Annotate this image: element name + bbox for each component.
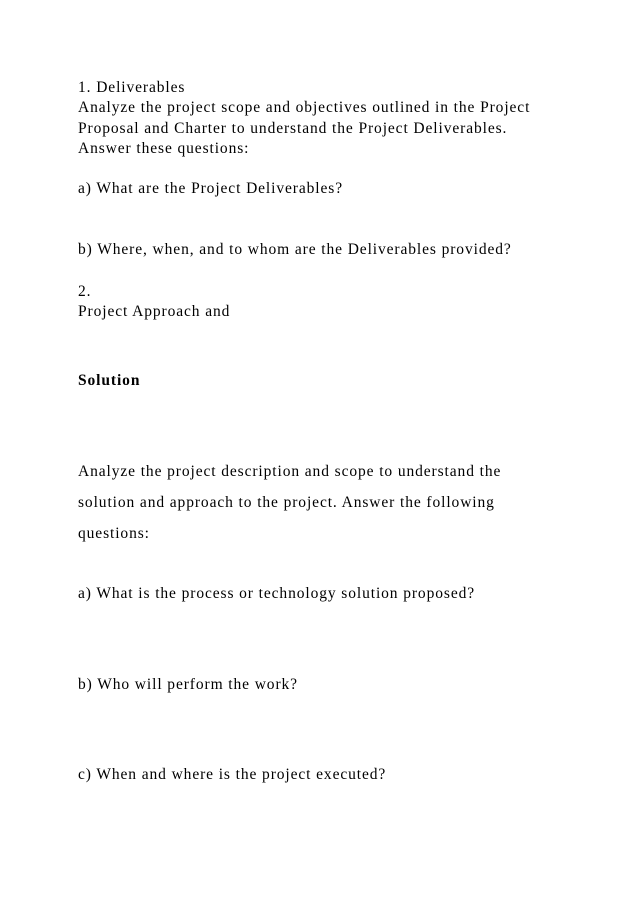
section1-intro-line-3: Answer these questions:	[78, 140, 250, 157]
section2-heading-line: Project Approach and	[78, 303, 231, 320]
section2-question-b: b) Who will perform the work?	[78, 676, 298, 693]
section1-intro-line-2: Proposal and Charter to understand the Project Deliverables.	[78, 120, 508, 137]
section2-heading-bold: Solution	[78, 372, 141, 389]
section1-heading: 1. Deliverables	[78, 79, 186, 96]
section2-question-c: c) When and where is the project executed?	[78, 766, 387, 783]
section2-intro-line-2: solution and approach to the project. Answer the following	[78, 494, 495, 511]
section2-number: 2.	[78, 283, 92, 300]
section2-intro-line-3: questions:	[78, 525, 150, 542]
section1-question-b: b) Where, when, and to whom are the Deliverables provided?	[78, 241, 512, 258]
section1-intro-line-1: Analyze the project scope and objectives outlined in the Project	[78, 99, 531, 116]
section2-intro-line-1: Analyze the project description and scope to understand the	[78, 463, 502, 480]
section1-question-a: a) What are the Project Deliverables?	[78, 180, 343, 197]
section2-question-a: a) What is the process or technology solution proposed?	[78, 585, 476, 602]
